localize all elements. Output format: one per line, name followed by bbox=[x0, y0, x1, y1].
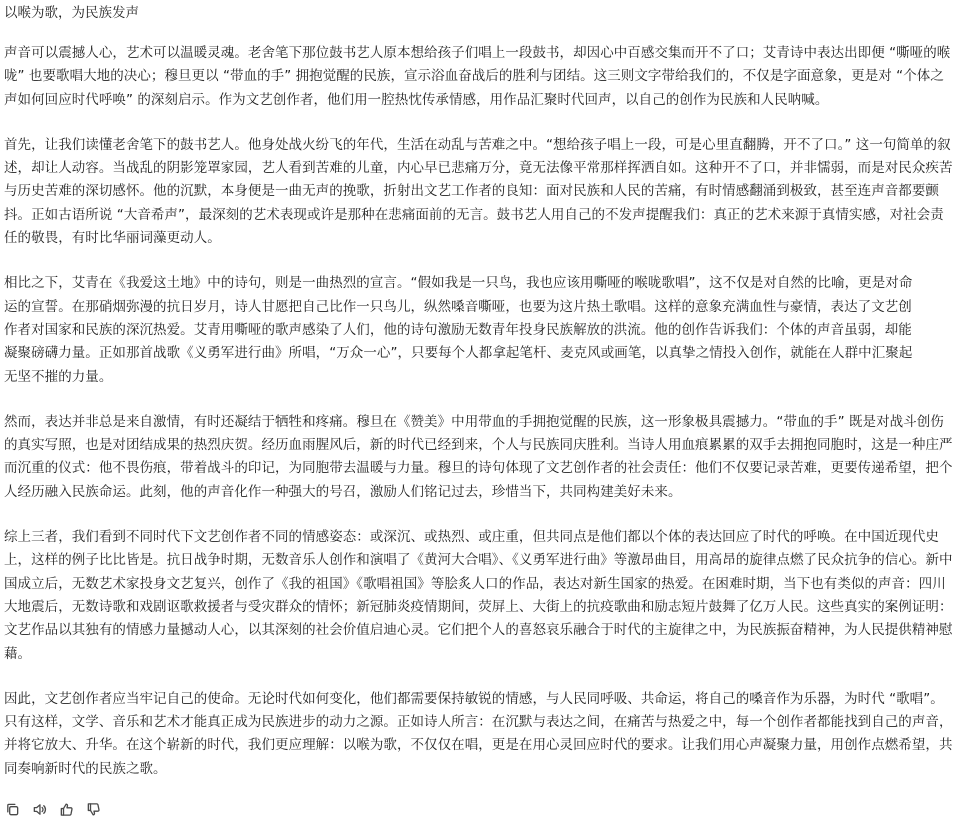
paragraph-conclusion: 因此，文艺创作者应当牢记自己的使命。无论时代如何变化，他们都需要保持敏锐的情感，与人民同呼吸、共命运，将自己的嗓音作为乐器，为时代 “歌唱”。只有这样，文学、音乐和艺术才能真正成为民族进步的动力之源。正如诗人所言：在沉默与表达之间，在痛苦与热爱之中，每一个创作者都能找到自己的声音，并将它放大、升华。在这个崭新的时代，我们更应理解：以喉为歌，不仅仅在唱，更是在用心灵回应时代的要求。让我们用心声凝聚力量，用创作点燃希望，共同奏响新时代的民族之歌。 bbox=[4, 690, 953, 777]
thumbs-up-icon[interactable] bbox=[58, 801, 74, 817]
paragraph-summary: 综上三者，我们看到不同时代下文艺创作者不同的情感姿态：或深沉、或热烈、或庄重，但共同点是他们都以个体的表达回应了时代的呼唤。在中国近现代史上，这样的例子比比皆是。抗日战争时期，无数音乐人创作和演唱了《黄河大合唱》、《义勇军进行曲》等激昂曲目，用高昂的旋律点燃了民众抗争的信心。新中国成立后，无数艺术家投身文艺复兴，创作了《我的祖国》《歌唱祖国》等脍炙人口的作品，表达对新生国家的热爱。在困难时期，当下也有类似的声音：四川大地震后，无数诗歌和戏剧讴歌救援者与受灾群众的情怀；新冠肺炎疫情期间，荧屏上、大街上的抗疫歌曲和励志短片鼓舞了亿万人民。这些真实的案例证明：文艺作品以其独有的情感力量撼动人心，以其深刻的社会价值启迪心灵。它们把个人的喜怒哀乐融合于时代的主旋律之中，为民族振奋精神，为人民提供精神慰藉。 bbox=[4, 529, 953, 662]
copy-icon[interactable] bbox=[4, 801, 20, 817]
response-actions-toolbar bbox=[4, 801, 101, 817]
speaker-icon[interactable] bbox=[31, 801, 47, 817]
paragraph-intro: 声音可以震撼人心，艺术可以温暖灵魂。老舍笔下那位鼓书艺人原本想给孩子们唱上一段鼓书，却因心中百感交集而开不了口；艾青诗中表达出即便 “嘶哑的喉咙” 也要歌唱大地的决心；穆旦更以 “带血的手” 拥抱觉醒的民族，宣示浴血奋战后的胜利与团结。这三则文字带给我们的，不仅是字面意象，更是对 “个体之声如何回应时代呼唤” 的深刻启示。作为文艺创作者，他们用一腔热忱传承情感，用作品汇聚时代回声，以自己的创作为民族和人民呐喊。 bbox=[4, 45, 951, 108]
response-article bbox=[4, 4, 956, 803]
paragraph-laoshe: 首先，让我们读懂老舍笔下的鼓书艺人。他身处战火纷飞的年代，生活在动乱与苦难之中。“想给孩子唱上一段，可是心里直翻腾，开不了口。” 这一句简单的叙述，却让人动容。当战乱的阴影笼罩家园，艺人看到苦难的儿童，内心早已悲痛万分，竟无法像平常那样挥洒自如。这种开不了口，并非懦弱，而是对民众疾苦与历史苦难的深切感怀。他的沉默，本身便是一曲无声的挽歌，折射出文艺工作者的良知：面对民族和人民的苦痛，有时情感翻涌到极致，甚至连声音都要颤抖。正如古语所说 “大音希声”，最深刻的艺术表现或许是那种在悲痛面前的无言。鼓书艺人用自己的不发声提醒我们：真正的艺术来源于真情实感，对社会责任的敬畏，有时比华丽词藻更动人。 bbox=[4, 136, 953, 247]
thumbs-down-icon[interactable] bbox=[85, 801, 101, 817]
paragraph-mudan: 然而，表达并非总是来自激情，有时还凝结于牺牲和疼痛。穆旦在《赞美》中用带血的手拥抱觉醒的民族，这一形象极具震撼力。“带血的手” 既是对战斗创伤的真实写照，也是对团结成果的热烈庆贺。经历血雨腥风后，新的时代已经到来，个人与民族同庆胜利。当诗人用血痕累累的双手去拥抱同胞时，这是一种庄严而沉重的仪式：他不畏伤痕，带着战斗的印记，为同胞带去温暖与力量。穆旦的诗句体现了文艺创作者的社会责任：他们不仅要记录苦难，更要传递希望，把个人经历融入民族命运。此刻，他的声音化作一种强大的号召，激励人们铭记过去，珍惜当下，共同构建美好未来。 bbox=[4, 413, 953, 500]
article-title: 以喉为歌，为民族发声 bbox=[4, 5, 139, 21]
paragraph-aiqing: 相比之下，艾青在《我爱这土地》中的诗句，则是一曲热烈的宣言。“假如我是一只鸟，我也应该用嘶哑的喉咙歌唱”，这不仅是对自然的比喻，更是对命运的宣誓。在那硝烟弥漫的抗日岁月，诗人甘愿把自己比作一只鸟儿，纵然嗓音嘶哑，也要为这片热土歌唱。这样的意象充满血性与豪情，表达了文艺创作者对国家和民族的深沉热爱。艾青用嘶哑的歌声感染了人们，他的诗句激励无数青年投身民族解放的洪流。他的创作告诉我们：个体的声音虽弱，却能凝聚磅礴力量。正如那首战歌《义勇军进行曲》所唱，“万众一心”，只要每个人都拿起笔杆、麦克风或画笔，以真挚之情投入创作，就能在人群中汇聚起无坚不摧的力量。 bbox=[4, 275, 913, 385]
